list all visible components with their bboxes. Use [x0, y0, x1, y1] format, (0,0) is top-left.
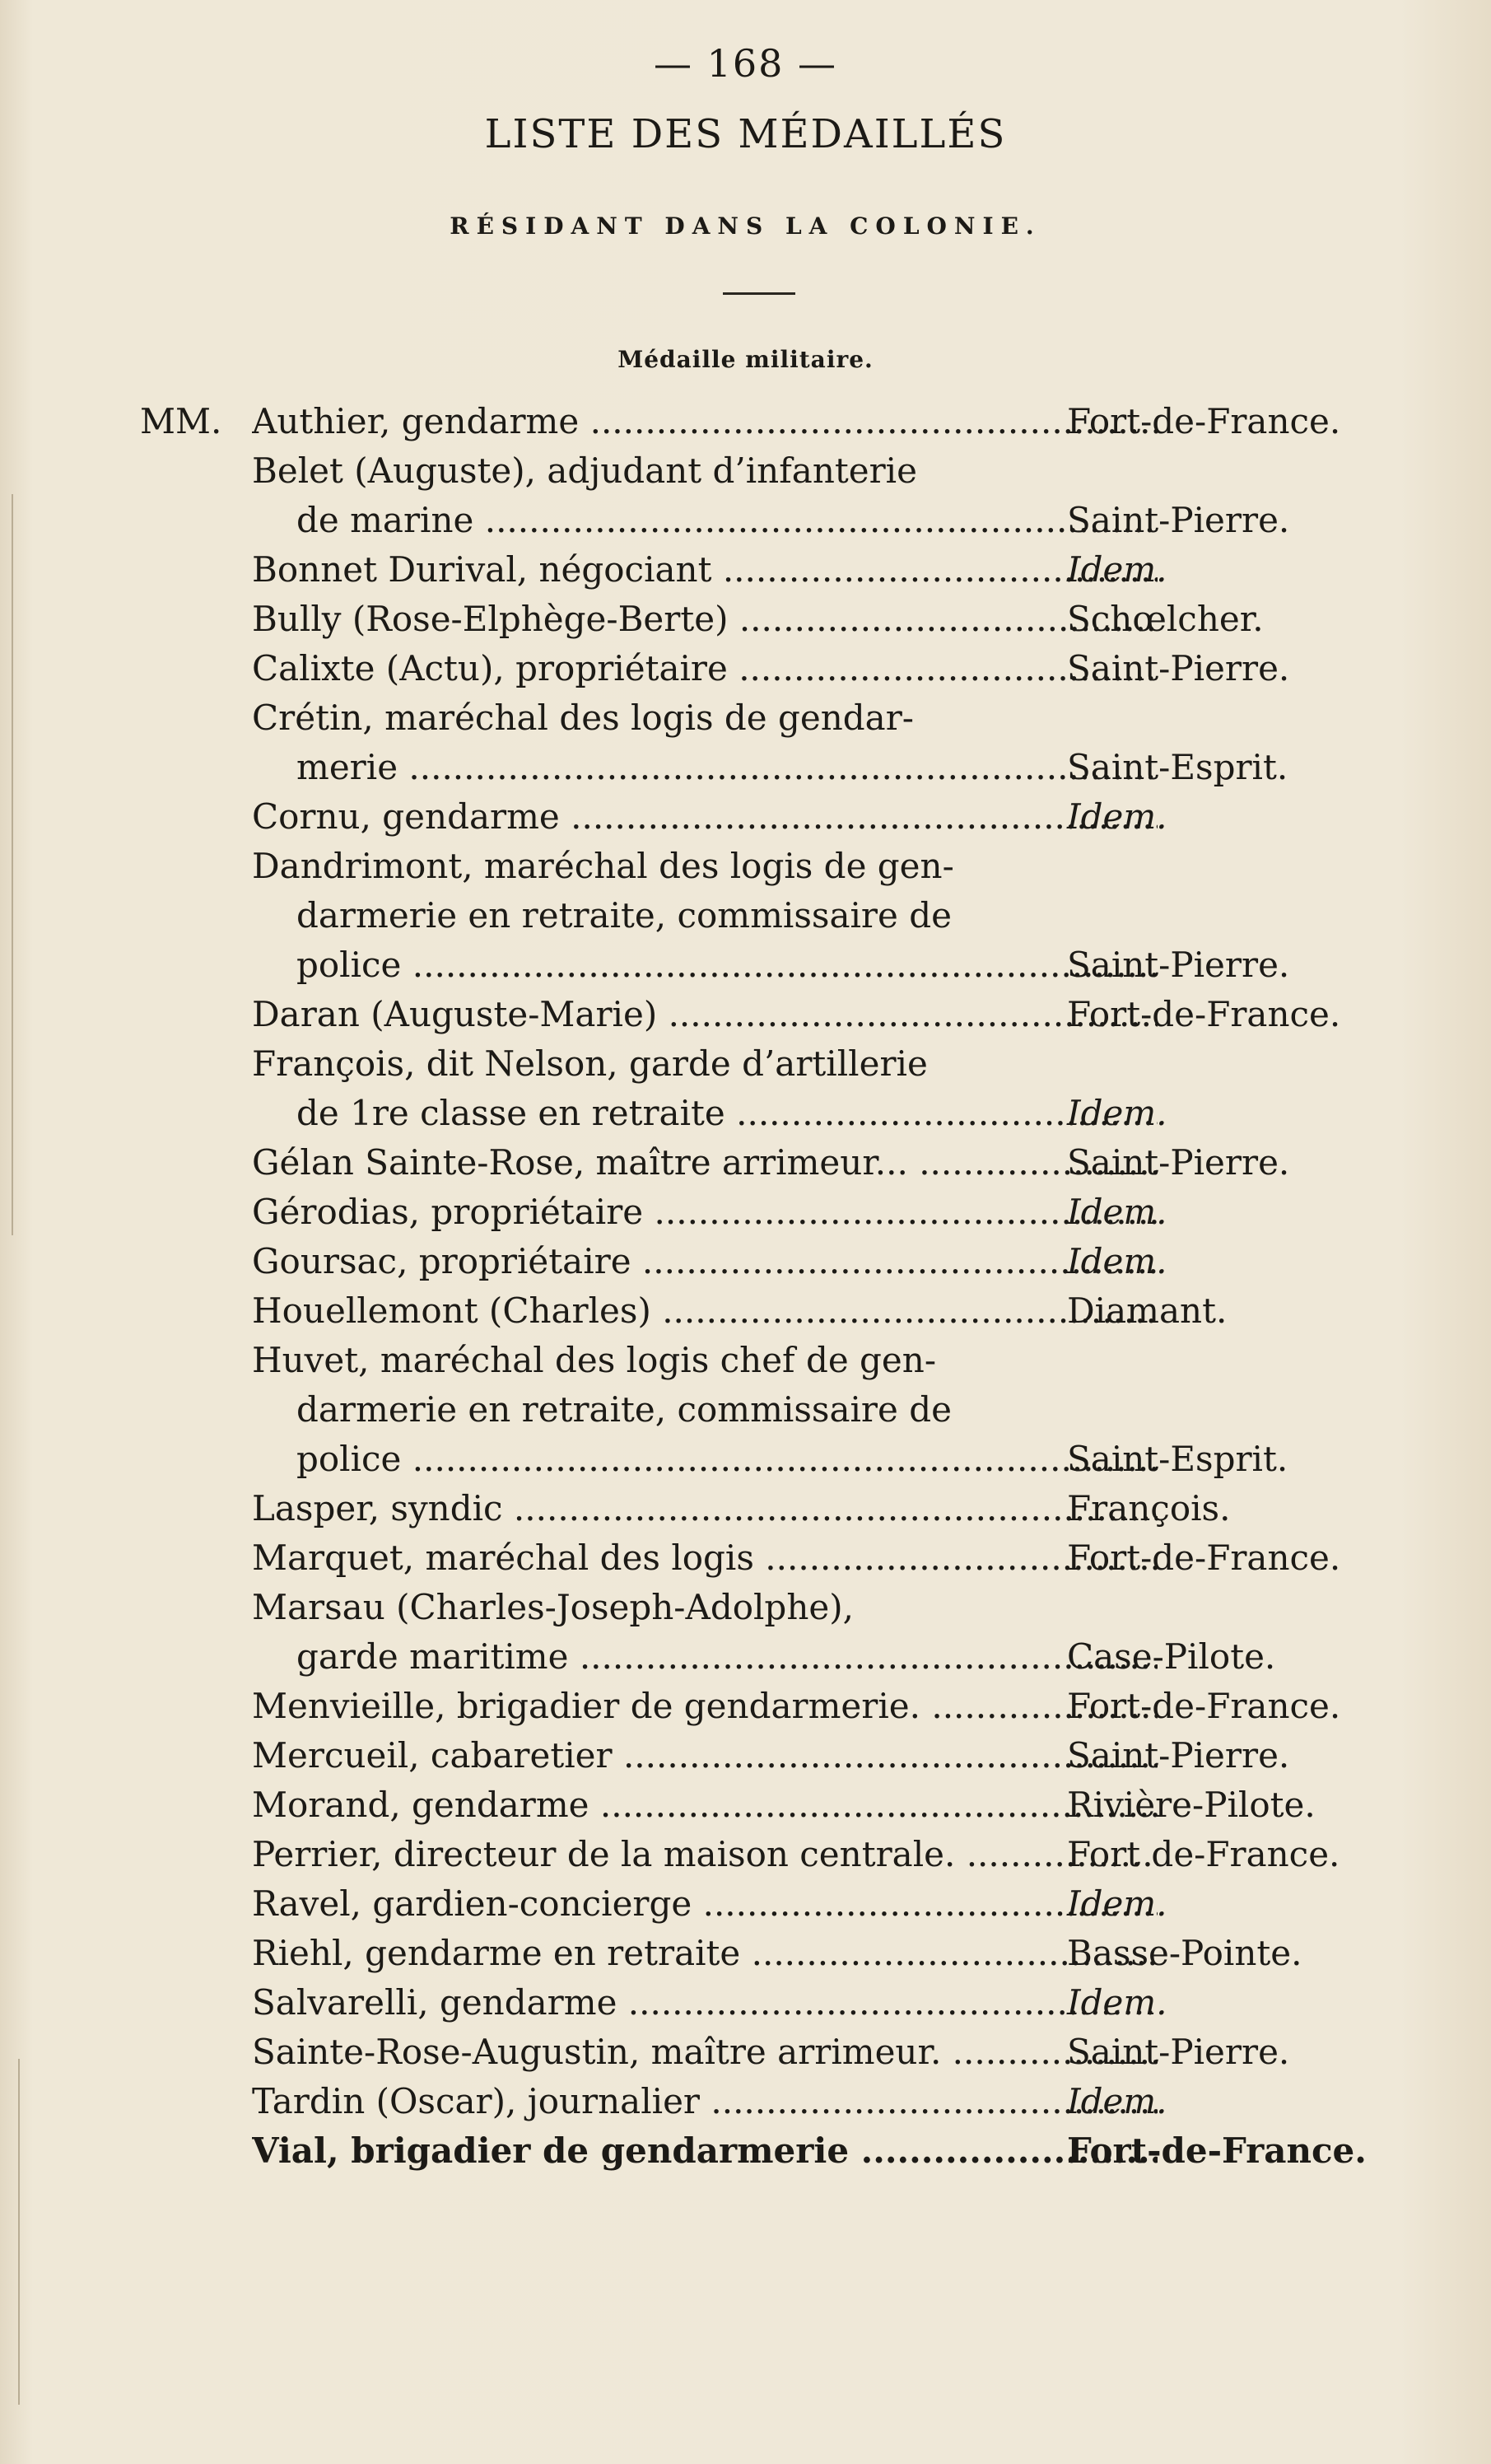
entry-place: Basse-Pointe.: [1067, 1933, 1302, 1973]
entry-text: Gérodias, propriétaire .....: [252, 1188, 1158, 1237]
entry-text: Sainte-Rose-Augustin, maître arrimeur. .....: [252, 2028, 1158, 2077]
entry-text: police .....: [296, 1435, 1158, 1484]
list-item: [140, 545, 1408, 595]
entry-place: Fort-de-France.: [1067, 1538, 1341, 1578]
honorific-prefix: MM.: [140, 401, 222, 441]
medal-recipient-list: [140, 397, 1408, 2176]
entry-text: garde maritime .....: [296, 1632, 1158, 1682]
page-subtitle: RÉSIDANT DANS LA COLONIE.: [450, 212, 1041, 240]
page-edge-mark: [12, 494, 13, 1235]
divider-rule: [723, 292, 795, 295]
list-item: [140, 842, 1408, 891]
entry-place: Idem.: [1067, 1241, 1167, 1281]
entry-text: Huvet, maréchal des logis chef de gen-: [252, 1340, 937, 1380]
list-item: [140, 446, 1408, 496]
page-title: LISTE DES MÉDAILLÉS: [484, 111, 1007, 157]
list-item: [140, 1780, 1408, 1830]
entry-place: Saint-Pierre.: [1067, 1735, 1290, 1776]
section-heading: Médaille militaire.: [617, 346, 874, 373]
entry-place: Fort-de-France.: [1067, 2130, 1367, 2171]
list-item: [140, 792, 1408, 842]
entry-text: Dandrimont, maréchal des logis de gen-: [252, 846, 954, 886]
list-item: [140, 1929, 1408, 1978]
list-item: [140, 1632, 1408, 1682]
entry-text: Perrier, directeur de la maison centrale. .....: [252, 1830, 1158, 1879]
entry-text: Belet (Auguste), adjudant d’infanterie: [252, 450, 917, 491]
entry-place: Idem.: [1067, 549, 1167, 590]
entry-place: Idem.: [1067, 1982, 1167, 2023]
list-item: [140, 1682, 1408, 1731]
entry-text: police .....: [296, 940, 1158, 990]
list-item: [140, 940, 1408, 990]
entry-text: Gélan Sainte-Rose, maître arrimeur... .....: [252, 1138, 1158, 1188]
list-item: [140, 693, 1408, 743]
entry-text: darmerie en retraite, commissaire de: [296, 1389, 952, 1430]
entry-text: François, dit Nelson, garde d’artillerie: [252, 1043, 928, 1084]
entry-text: Goursac, propriétaire .....: [252, 1237, 1158, 1286]
entry-place: Case-Pilote.: [1067, 1636, 1276, 1677]
list-item: [140, 1089, 1408, 1138]
list-item: [140, 1731, 1408, 1780]
entry-place: Idem.: [1067, 796, 1167, 837]
entry-place: Saint-Pierre.: [1067, 945, 1290, 985]
list-item: [140, 1583, 1408, 1632]
entry-text: Ravel, gardien-concierge .....: [252, 1879, 1158, 1929]
entry-text: Riehl, gendarme en retraite .....: [252, 1929, 1158, 1978]
entry-place: Saint-Pierre.: [1067, 1142, 1290, 1183]
entry-text: Tardin (Oscar), journalier .....: [252, 2077, 1158, 2126]
list-item: [140, 1039, 1408, 1089]
list-item: [140, 743, 1408, 792]
entry-place: Saint-Esprit.: [1067, 1439, 1288, 1479]
entry-place: Fort de-France.: [1067, 1834, 1340, 1874]
list-item: [140, 1188, 1408, 1237]
entry-text: Morand, gendarme .....: [252, 1780, 1158, 1830]
list-item: [140, 2077, 1408, 2126]
list-item: [140, 1830, 1408, 1879]
list-item: [140, 2028, 1408, 2077]
entry-text: Bully (Rose-Elphège-Berte) .....: [252, 595, 1158, 644]
list-item: [140, 1484, 1408, 1533]
entry-place: Fort-de-France.: [1067, 1686, 1341, 1726]
entry-place: Idem.: [1067, 1093, 1167, 1133]
entry-place: Idem.: [1067, 1192, 1167, 1232]
page-edge-mark: [18, 2059, 20, 2405]
entry-text: Bonnet Durival, négociant .....: [252, 545, 1158, 595]
entry-text: Mercueil, cabaretier .....: [252, 1731, 1158, 1780]
entry-text: Cornu, gendarme .....: [252, 792, 1158, 842]
entry-text: Daran (Auguste-Marie) .....: [252, 990, 1158, 1039]
entry-text: de marine .....: [296, 496, 1158, 545]
list-item: [140, 496, 1408, 545]
entry-place: Idem.: [1067, 2081, 1167, 2121]
list-item: [140, 2126, 1408, 2176]
entry-text: Marsau (Charles-Joseph-Adolphe),: [252, 1587, 854, 1627]
list-item: [140, 1237, 1408, 1286]
entry-place: Saint-Esprit.: [1067, 747, 1288, 787]
list-item: [140, 1533, 1408, 1583]
entry-place: Fort-de-France.: [1067, 994, 1341, 1034]
list-item: [140, 1336, 1408, 1385]
entry-place: Idem.: [1067, 1883, 1167, 1924]
entry-place: Schœlcher.: [1067, 599, 1264, 639]
entry-text: darmerie en retraite, commissaire de: [296, 895, 952, 936]
entry-text: Calixte (Actu), propriétaire .....: [252, 644, 1158, 693]
page-number: — 168 —: [653, 41, 838, 86]
entry-text: Houellemont (Charles) .....: [252, 1286, 1158, 1336]
entry-text: Menvieille, brigadier de gendarmerie. .....: [252, 1682, 1158, 1731]
entry-text: Lasper, syndic .....: [252, 1484, 1158, 1533]
list-item: [140, 397, 1408, 446]
entry-text: Marquet, maréchal des logis .....: [252, 1533, 1158, 1583]
list-item: [140, 595, 1408, 644]
entry-place: Saint-Pierre.: [1067, 648, 1290, 688]
list-item: [140, 990, 1408, 1039]
list-item: [140, 1978, 1408, 2028]
entry-text: Salvarelli, gendarme .....: [252, 1978, 1158, 2028]
list-item: [140, 1138, 1408, 1188]
entry-text: Authier, gendarme .....: [252, 397, 1158, 446]
entry-place: Fort-de-France.: [1067, 401, 1341, 441]
entry-text: merie .....: [296, 743, 1158, 792]
entry-place: Saint-Pierre.: [1067, 2032, 1290, 2072]
list-item: [140, 1286, 1408, 1336]
entry-place: François.: [1067, 1488, 1231, 1528]
entry-text: Vial, brigadier de gendarmerie .....: [252, 2126, 1158, 2176]
entry-text: Crétin, maréchal des logis de gendar-: [252, 698, 914, 738]
entry-place: Rivière-Pilote.: [1067, 1785, 1316, 1825]
list-item: [140, 1385, 1408, 1435]
entry-text: de 1re classe en retraite .....: [296, 1089, 1158, 1138]
list-item: [140, 1879, 1408, 1929]
entry-place: Saint-Pierre.: [1067, 500, 1290, 540]
entry-place: Diamant.: [1067, 1290, 1228, 1331]
list-item: [140, 891, 1408, 940]
list-item: [140, 1435, 1408, 1484]
list-item: [140, 644, 1408, 693]
